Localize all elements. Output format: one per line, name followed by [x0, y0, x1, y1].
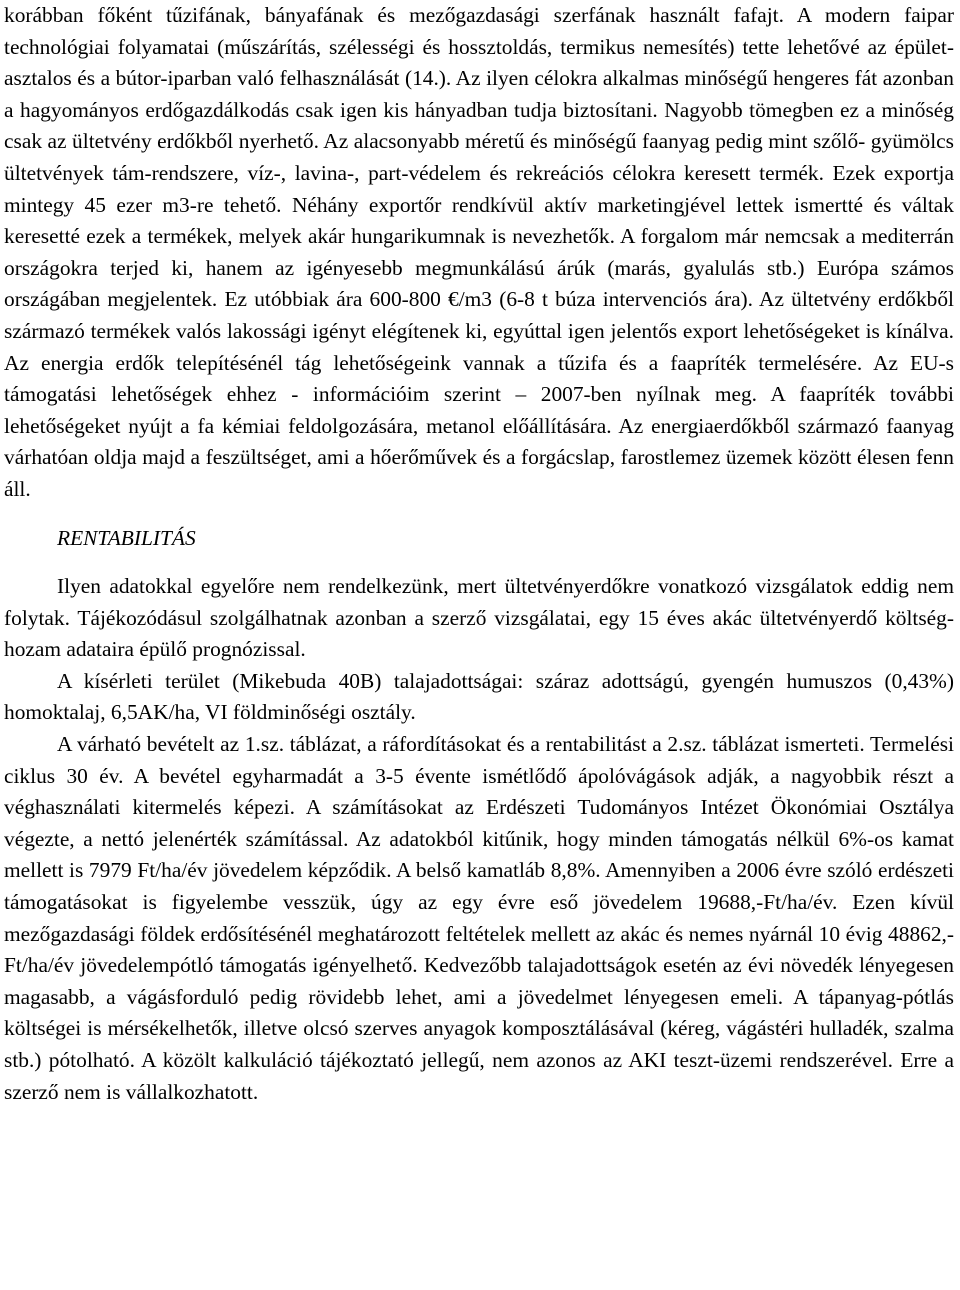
body-paragraph-results: A várható bevételt az 1.sz. táblázat, a ráfordításokat és a rentabilitást a 2.sz. táblázat ismerteti. Termelési ciklus 30 év. A bevétel egyharmadát a 3-5 évente ismétlődő ápolóvágások adják, a nagyobbik részt a véghasználati kitermelés képezi. A számításokat az Erdészeti Tudományos Intézet Ökonómiai Osztálya végezte, a nettó jelenérték számítással. Az adatokból kitűnik, hogy minden támogatás nélkül 6%-os kamat mellett is 7979 Ft/ha/év jövedelem képződik. A belső kamatláb 8,8%. Amennyiben a 2006 évre szóló erdészeti támogatásokat is figyelembe vesszük, úgy az egy évre eső jövedelem 19688,-Ft/ha/év. Ezen kívül mezőgazdasági földek erdősítésénél meghatározott feltételek mellett az akác és nemes nyárnál 10 évig 48862,-Ft/ha/év jövedelempótló támogatás igényelhető. Kedvezőbb talajadottságok esetén az évi növedék lényegesen magasabb, a vágásforduló pedig rövidebb lehet, ami a jövedelmet lényegesen emeli. A tápanyag-pótlás költségei is mérsékelhetők, illetve olcsó szerves anyagok komposztálásával (kéreg, vágástéri hulladék, szalma stb.) pótolható. A közölt kalkuláció tájékoztató jellegű, nem azonos az AKI teszt-üzemi rendszerével. Erre a szerző nem is vállalkozhatott.: [4, 732, 954, 1104]
section-heading: RENTABILITÁS: [57, 525, 196, 550]
body-paragraph-continuation: korábban főként tűzifának, bányafának és mezőgazdasági szerfának használt fafajt. A modern faipar technológiai folyamatai (műszárítás, szélességi és hossztoldás, termikus nemesítés) tette lehetővé az épület-asztalos és a bútor-iparban való felhasználását (14.). Az ilyen célokra alkalmas minőségű hengeres fát azonban a hagyományos erdőgazdálkodás csak igen kis hányadban tudja biztosítani. Nagyobb tömegben ez a minőség csak az ültetvény erdőkből nyerhető. Az alacsonyabb méretű és minőségű faanyag pedig mint szőlő- gyümölcs ültetvények tám-rendszere, víz-, lavina-, part-védelem és rekreációs célokra keresett termék. Ezek exportja mintegy 45 ezer m3-re tehető. Néhány exportőr rendkívül aktív marketingjével lettek ismertté és váltak keresetté ezek a termékek, melyek akár hungarikumnak is nevezhetők. A forgalom már nemcsak a mediterrán országokra terjed ki, hanem az igényesebb megmunkálású árúk (marás, gyalulás stb.) Európa számos országában megjelentek. Ez utóbbiak ára 600-800 €/m3 (6-8 t búza intervenciós ára). Az ültetvény erdőkből származó termékek valós lakossági igényt elégítenek ki, egyúttal igen jelentős export lehetőségeket is kínálva. Az energia erdők telepítésénél tág lehetőségeink vannak a tűzifa és a faapríték termelésére. Az EU-s támogatási lehetőségek ehhez - információim szerint – 2007-ben nyílnak meg. A faapríték további lehetőségeket nyújt a fa kémiai feldolgozására, metanol előállítására. Az energiaerdőkből származó faanyag várhatóan oldja majd a feszültséget, ami a hőerőművek és a forgácslap, farostlemez üzemek között élesen fenn áll.: [4, 3, 954, 501]
body-paragraph-intro: Ilyen adatokkal egyelőre nem rendelkezünk, mert ültetvényerdőkre vonatkozó vizsgálatok eddig nem folytak. Tájékozódásul szolgálhatnak azonban a szerző vizsgálatai, egy 15 éves akác ültetvényerdő költség-hozam adataira épülő prognózissal.: [4, 574, 954, 662]
document-page: [4, 0, 954, 1108]
body-paragraph-site: A kísérleti terület (Mikebuda 40B) talajadottságai: száraz adottságú, gyengén humuszos (0,43%) homoktalaj, 6,5AK/ha, VI földminőségi osztály.: [4, 668, 954, 725]
